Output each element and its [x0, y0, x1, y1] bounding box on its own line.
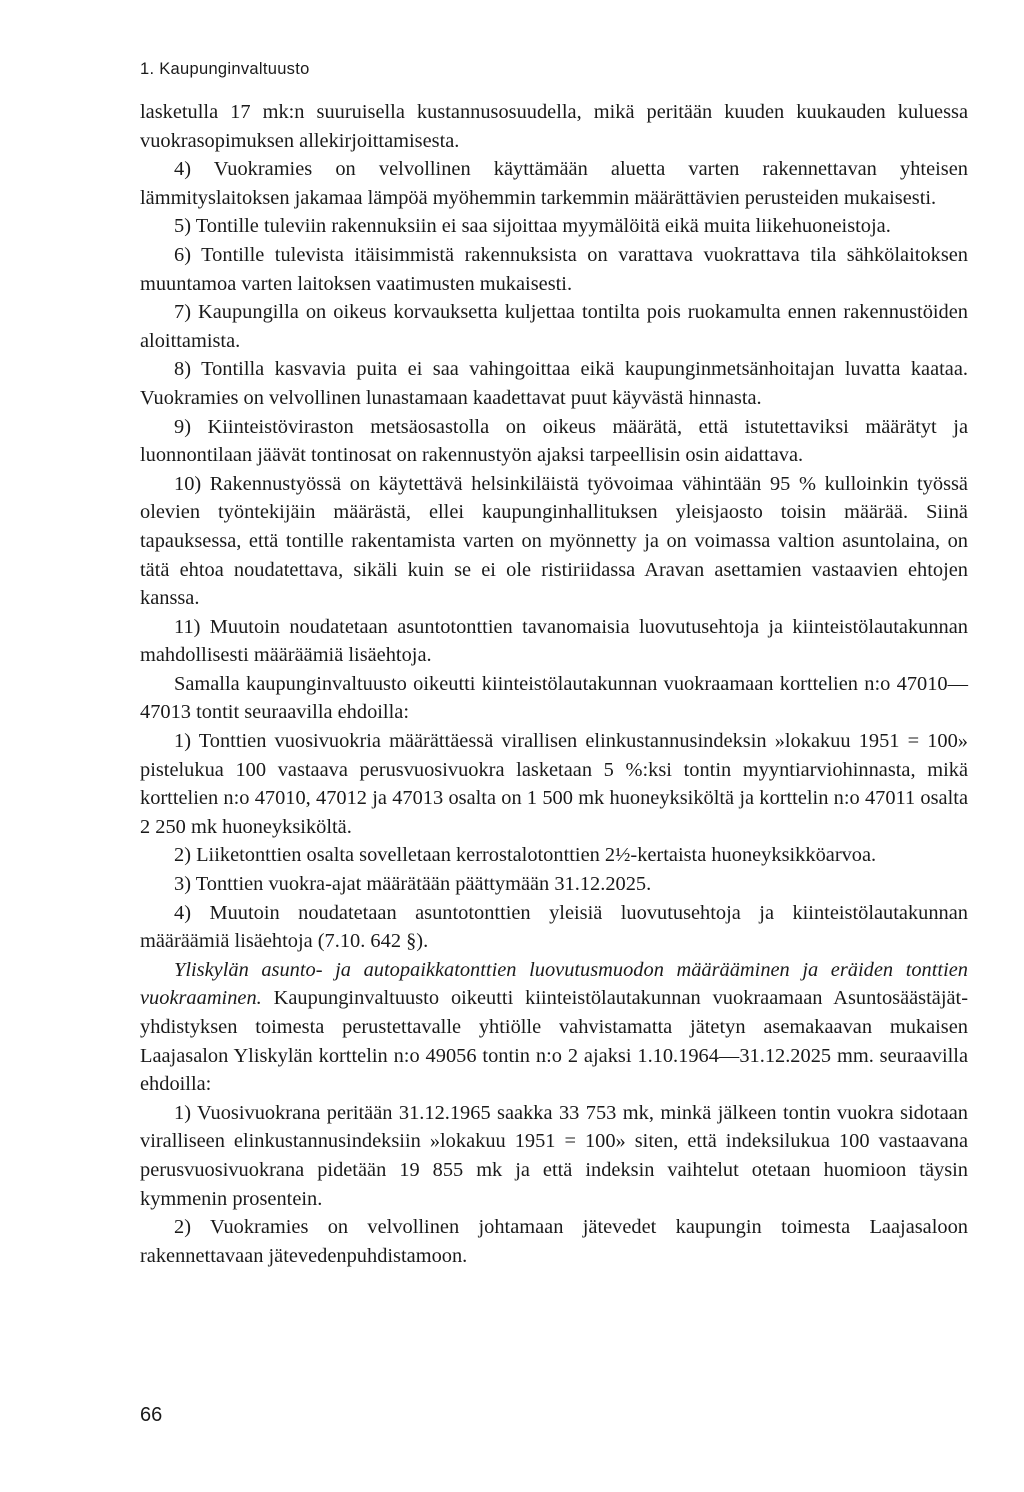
paragraph-lease-47010-47013: Samalla kaupunginvaltuusto oikeutti kiinteistölautakunnan vuokraamaan korttelien n:o 47010—47013 tontit seuraavilla ehdoilla:	[140, 672, 968, 724]
paragraph-condition-11: 11) Muutoin noudatetaan asuntotonttien tavanomaisia luovutusehtoja ja kiinteistölautakunnan mahdollisesti määräämiä lisäehtoja.	[140, 615, 968, 667]
paragraph-continuation: lasketulla 17 mk:n suuruisella kustannusosuudella, mikä peritään kuuden kuukauden kuluessa vuokrasopimuksen allekirjoittamisesta.	[140, 101, 968, 152]
document-page	[140, 56, 968, 1270]
paragraph-rent-condition-4: 4) Muutoin noudatetaan asuntotonttien yleisiä luovutusehtoja ja kiinteistölautakunnan määräämiä lisäehtoja (7.10. 642 §).	[140, 901, 968, 953]
paragraph-condition-6: 6) Tontille tulevista itäisimmistä rakennuksista on varattava vuokrattava tila sähkölaitoksen muuntamoa varten laitoksen vaatimusten mukaisesti.	[140, 243, 968, 295]
body-text	[140, 98, 968, 1270]
paragraph-condition-8: 8) Tontilla kasvavia puita ei saa vahingoittaa eikä kaupunginmetsänhoitajan luvatta kaataa. Vuokramies on velvollinen lunastamaan kaadettavat puut käyvästä hinnasta.	[140, 358, 968, 409]
paragraph-yliskyla-condition-2: 2) Vuokramies on velvollinen johtamaan jätevedet kaupungin toimesta Laajasaloon rakennettavaan jätevedenpuhdistamoon.	[140, 1216, 968, 1267]
paragraph-rent-condition-3: 3) Tonttien vuokra-ajat määrätään päättymään 31.12.2025.	[174, 873, 652, 896]
paragraph-yliskyla-section	[140, 956, 968, 1099]
paragraph-rent-condition-1: 1) Tonttien vuosivuokria määrättäessä virallisen elinkustannusindeksin »lokakuu 1951 = 100» pistelukua 100 vastaava perusvuosivuokra lasketaan 5 %:ksi tontin myyntiarviohinnasta, mikä korttelien n:o 47010, 47012 ja 47013 osalta on 1 500 mk huoneyksiköltä ja korttelin n:o 47011 osalta 2 250 mk huoneyksiköltä.	[140, 730, 968, 838]
section-title: Yliskylän asunto- ja autopaikkatonttien luovutusmuodon määrääminen ja eräiden tonttien vuokraaminen.	[140, 958, 968, 1010]
paragraph-condition-7: 7) Kaupungilla on oikeus korvauksetta kuljettaa tontilta pois ruokamulta ennen rakennustöiden aloittamista.	[140, 301, 968, 352]
paragraph-condition-9: 9) Kiinteistöviraston metsäosastolla on oikeus määrätä, että istutettaviksi määrätyt ja luonnontilaan jäävät tontinosat on rakennustyön ajaksi tarpeellisin osin aidattava.	[140, 415, 968, 467]
paragraph-condition-5: 5) Tontille tuleviin rakennuksiin ei saa sijoittaa myymälöitä eikä muita liikehuoneistoja.	[174, 215, 891, 238]
page-number: 66	[140, 1404, 163, 1426]
paragraph-yliskyla-condition-1: 1) Vuosivuokrana peritään 31.12.1965 saakka 33 753 mk, minkä jälkeen tontin vuokra sidotaan viralliseen elinkustannusindeksiin »lokakuu 1951 = 100» siten, että indeksilukua 100 vastaavana perusvuosivuokrana pidetään 19 855 mk ja että indeksin vaihtelut otetaan huomioon täysin kymmenin prosentein.	[140, 1101, 968, 1210]
paragraph-condition-4: 4) Vuokramies on velvollinen käyttämään aluetta varten rakennettavan yhteisen lämmityslaitoksen jakamaa lämpöä myöhemmin tarkemmin määrättävien perusteiden mukaisesti.	[140, 158, 968, 209]
paragraph-condition-10: 10) Rakennustyössä on käytettävä helsinkiläistä työvoimaa vähintään 95 % kulloinkin työssä olevien työntekijäin määrästä, ellei kaupunginhallituksen yleisjaosto toisin määrää. Siinä tapauksessa, että tontille rakentamista varten on myönnetty ja on voimassa valtion asuntolaina, on tätä ehtoa noudatettava, sikäli kuin se ei ole ristiriidassa Aravan asettamien vastaavien ehtojen kanssa.	[140, 472, 968, 610]
section-body: Kaupunginvaltuusto oikeutti kiinteistölautakunnan vuokraamaan Asuntosäästäjät-yhdistyksen toimesta perustettavalle yhtiölle vahvistamatta jätetyn asemakaavan mukaisen Laajasalon Yliskylän korttelin n:o 49056 tontin n:o 2 ajaksi 1.10.1964—31.12.2025 mm. seuraavilla ehdoilla:	[140, 987, 968, 1096]
paragraph-rent-condition-2: 2) Liiketonttien osalta sovelletaan kerrostalotonttien 2½-kertaista huoneyksikköarvoa.	[174, 844, 877, 867]
running-head: 1. Kaupunginvaltuusto	[140, 60, 310, 78]
